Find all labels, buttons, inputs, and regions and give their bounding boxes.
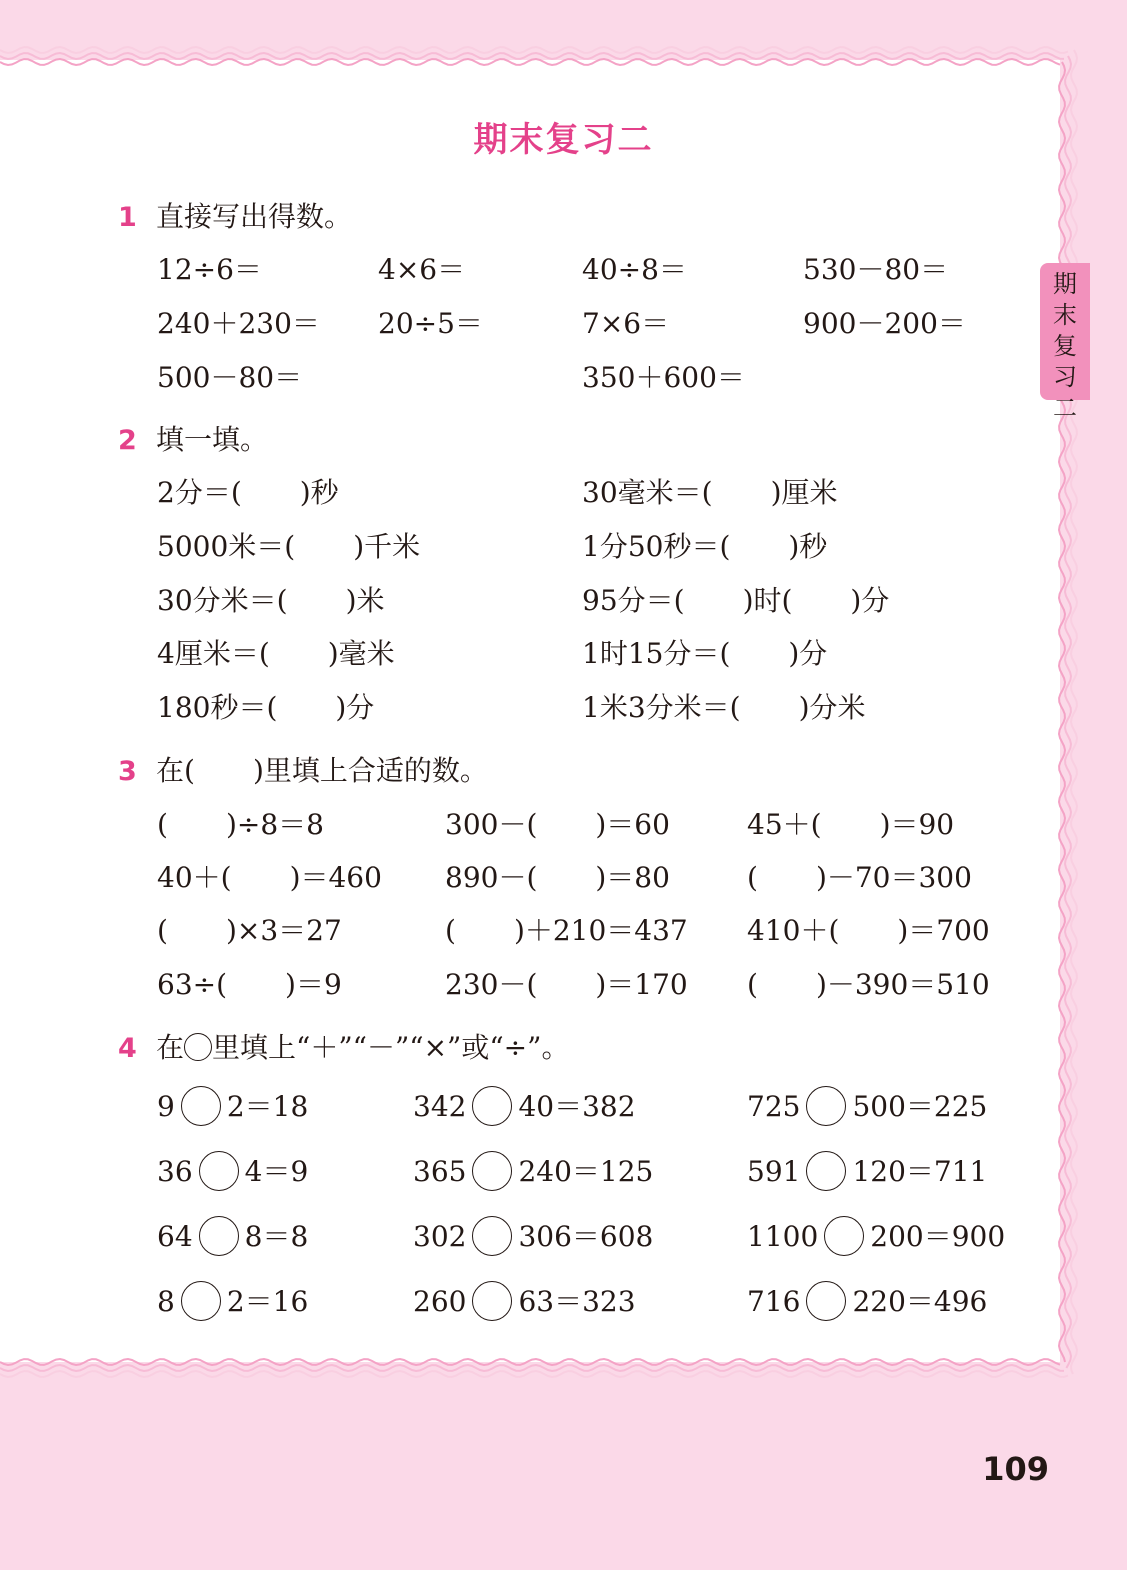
calc-item: 530－80＝ <box>803 253 949 286</box>
fill-item: 2分＝( )秒 <box>157 476 339 509</box>
operator-item: 302 306＝608 <box>413 1217 653 1257</box>
side-tab-char: 末 <box>1053 301 1077 329</box>
question-3-heading: 3 在( )里填上合适的数。 <box>118 751 488 791</box>
question-number: 1 <box>118 202 137 233</box>
operator-item: 64 8＝8 <box>157 1217 308 1257</box>
chapter-side-tab <box>1040 263 1090 422</box>
question-4-heading: 4 在 里填上“＋”“－”“×”或“÷”。 <box>118 1028 569 1068</box>
calc-item: 4×6＝ <box>378 253 466 286</box>
fill-item: 95分＝( )时( )分 <box>582 584 890 617</box>
operator-item: 8 2＝16 <box>157 1282 308 1322</box>
fill-item: 1时15分＝( )分 <box>582 637 828 670</box>
side-tab-char: 二 <box>1053 394 1077 422</box>
answer-circle[interactable] <box>199 1216 239 1256</box>
answer-circle[interactable] <box>806 1151 846 1191</box>
operator-item: 365 240＝125 <box>413 1152 653 1192</box>
operator-item: 1100 200＝900 <box>747 1217 1005 1257</box>
fill-item: ( )÷8＝8 <box>157 808 324 841</box>
side-tab-char: 习 <box>1053 363 1077 391</box>
fill-item: ( )－390＝510 <box>747 968 990 1001</box>
operator-item: 342 40＝382 <box>413 1087 636 1127</box>
calc-item: 40÷8＝ <box>582 253 687 286</box>
calc-item: 350＋600＝ <box>582 361 745 394</box>
answer-circle[interactable] <box>824 1216 864 1256</box>
fill-item: ( )＋210＝437 <box>445 914 688 947</box>
operator-item: 9 2＝18 <box>157 1087 308 1127</box>
fill-item: 4厘米＝( )毫米 <box>157 637 395 670</box>
operator-item: 36 4＝9 <box>157 1152 308 1192</box>
question-text: 直接写出得数。 <box>156 200 353 233</box>
fill-item: 40＋( )＝460 <box>157 861 382 894</box>
answer-circle[interactable] <box>472 1216 512 1256</box>
fill-item: 1米3分米＝( )分米 <box>582 691 866 724</box>
question-number: 2 <box>118 425 137 456</box>
fill-item: 180秒＝( )分 <box>157 691 375 724</box>
operator-item: 725 500＝225 <box>747 1087 987 1127</box>
page-number: 109 <box>982 1450 1049 1488</box>
fill-item: 410＋( )＝700 <box>747 914 990 947</box>
calc-item: 500－80＝ <box>157 361 303 394</box>
calc-item: 7×6＝ <box>582 307 670 340</box>
fill-item: 30分米＝( )米 <box>157 584 385 617</box>
operator-item: 591 120＝711 <box>747 1152 987 1192</box>
answer-circle[interactable] <box>199 1151 239 1191</box>
page-title: 期末复习二 <box>473 120 654 160</box>
answer-circle[interactable] <box>181 1281 221 1321</box>
answer-circle[interactable] <box>806 1281 846 1321</box>
side-tab-char: 复 <box>1053 332 1077 360</box>
fill-item: 1分50秒＝( )秒 <box>582 530 828 563</box>
question-text: 填一填。 <box>156 423 269 456</box>
fill-item: 63÷( )＝9 <box>157 968 342 1001</box>
answer-circle[interactable] <box>806 1086 846 1126</box>
answer-circle[interactable] <box>472 1086 512 1126</box>
circle-icon <box>184 1033 212 1061</box>
question-number: 4 <box>118 1033 137 1064</box>
fill-item: 30毫米＝( )厘米 <box>582 476 838 509</box>
fill-item: ( )－70＝300 <box>747 861 972 894</box>
question-2-heading <box>118 420 268 460</box>
fill-item: 230－( )＝170 <box>445 968 688 1001</box>
question-number: 3 <box>118 756 137 787</box>
fill-item: 300－( )＝60 <box>445 808 670 841</box>
calc-item: 20÷5＝ <box>378 307 483 340</box>
calc-item: 900－200＝ <box>803 307 966 340</box>
fill-item: 890－( )＝80 <box>445 861 670 894</box>
calc-item: 12÷6＝ <box>157 253 262 286</box>
calc-item: 240＋230＝ <box>157 307 320 340</box>
answer-circle[interactable] <box>181 1086 221 1126</box>
question-1-heading <box>118 197 352 237</box>
fill-item: 5000米＝( )千米 <box>157 530 421 563</box>
answer-circle[interactable] <box>472 1151 512 1191</box>
operator-item: 260 63＝323 <box>413 1282 636 1322</box>
fill-item: ( )×3＝27 <box>157 914 342 947</box>
operator-item: 716 220＝496 <box>747 1282 987 1322</box>
side-tab-char: 期 <box>1053 270 1077 298</box>
fill-item: 45＋( )＝90 <box>747 808 955 841</box>
answer-circle[interactable] <box>472 1281 512 1321</box>
